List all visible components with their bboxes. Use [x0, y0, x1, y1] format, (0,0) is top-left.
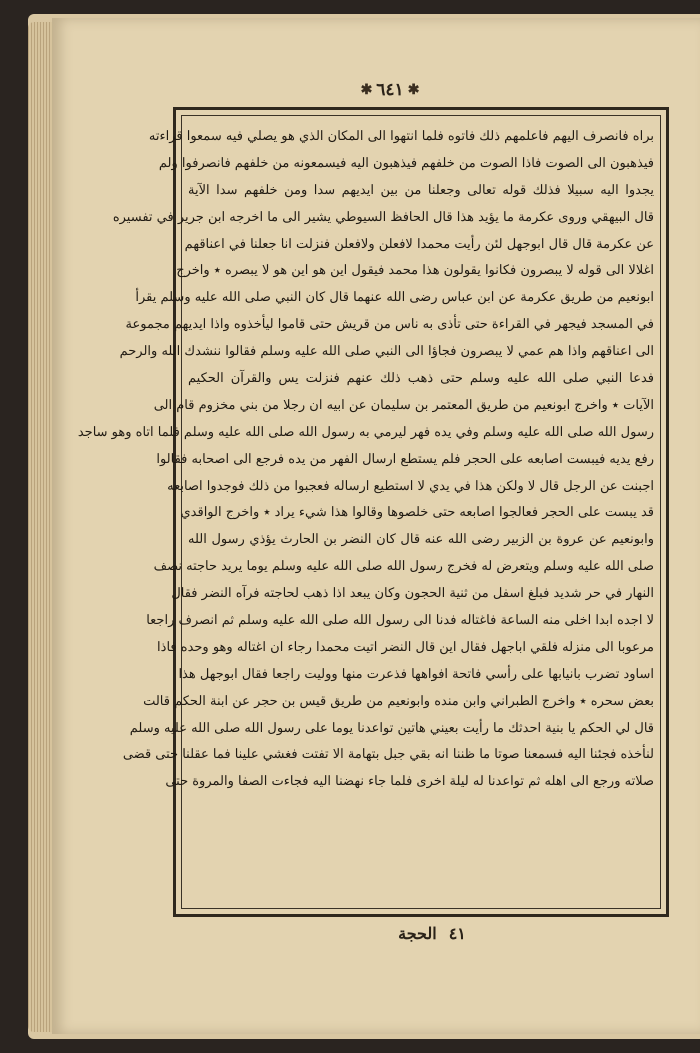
page-number: ٦٤١: [376, 80, 404, 100]
text-line: فدعا النبي صلى الله عليه وسلم حتى ذهب ذلك عنهم فنزلت يس والقرآن الحكيم: [188, 371, 654, 387]
text-line: عن عكرمة قال قال ابوجهل لئن رأيت محمدا لافعلن ولافعلن فنزلت انا جعلنا في اعناقهم: [184, 236, 654, 252]
page-footer: [372, 922, 492, 944]
text-line: الى اعناقهم واذا هم عمي لا يبصرون فجاؤا الى النبي صلى الله عليه وسلم فقالوا ننشدك الله والرحم: [119, 344, 654, 360]
signature-number: ٤١: [448, 923, 466, 943]
text-line: اساود تضرب بانيابها على رأسي فاتحة افواهها فذعرت منها ووليت راجعا فقال ابوجهل هذا: [178, 666, 654, 682]
text-line: فيذهبون الى الصوت فاذا الصوت من خلفهم فيذهبون اليه فيسمعونه من خلفهم فانصرفوا ولم: [158, 155, 654, 171]
text-line: النهار في حر شديد فبلغ اسفل من ثنية الحجون وكان يبعد اذا ذهب لحاجته فرآه النضر فقال: [171, 586, 654, 602]
text-line: يجدوا اليه سبيلا فذلك قوله تعالى وجعلنا من بين ايديهم سدا ومن خلفهم سدا الآية: [188, 182, 654, 198]
ornament-right-icon: ✱: [407, 82, 420, 98]
text-line: رفع يديه فيبست اصابعه على الحجر فلم يستطع ارسال الفهر من يده فرجع الى اصحابه فقالوا: [156, 451, 654, 467]
text-line: بعض سحره ٭ واخرج الطبراني وابن منده وابونعيم من طريق قيس بن حجر عن ابنة الحكم قالت: [143, 693, 654, 709]
text-line: قال البيهقي وروى عكرمة ما يؤيد هذا قال الحافظ السيوطي يشير الى ما اخرجه ابن جرير في تفسيره: [112, 209, 654, 225]
text-line: صلى الله عليه وسلم ويتعرض له فخرج رسول الله صلى الله عليه وسلم يوما يريد حاجته نصف: [153, 559, 654, 575]
text-line: لا اجده ابدا اخلى منه الساعة فاغتاله فدنا الى رسول الله صلى الله عليه وسلم ثم انصرف راجعا: [146, 613, 654, 629]
text-line: صلاته ورجع الى اهله ثم تواعدنا له ليلة اخرى فلما جاء نهضنا اليه فجاءت الصفا والمروة حتى: [165, 774, 654, 790]
page-header: [330, 78, 450, 102]
text-line: اجبنت عن الرجل قال لا ولكن هذا في يدي لا استطيع ارساله فعجبوا من ذلك فوجدوا اصابعه: [167, 478, 654, 494]
text-line: [188, 850, 654, 877]
text-line: وابونعيم عن عروة بن الزبير رضى الله عنه قال كان النضر بن الحارث يؤذي رسول الله: [188, 532, 654, 548]
text-line: قال لي الحكم يا بنية احدثك ما رأيت بعيني هاتين تواعدنا يوما على رسول الله صلى الله عليه وسلم: [129, 720, 654, 736]
text-line: اغلالا الى قوله لا يبصرون فكانوا يقولون هذا محمد فيقول اين هو اين هو لا يبصره ٭ واخرج: [176, 263, 654, 279]
text-line: في المسجد فيجهر في القراءة حتى تأذى به ناس من قريش حتى قاموا ليأخذوه واذا ايديهم مجموعة: [125, 317, 654, 333]
text-line: مرعوبا الى منزله فلقي اباجهل فقال اين قال النضر اتيت محمدا رجاء ان اغتاله وهو وحده فاذا: [157, 639, 654, 655]
text-line: [188, 877, 654, 904]
text-line: [188, 823, 654, 850]
text-line: قد يبست على الحجر فعالجوا اصابعه حتى خلصوها وقالوا هذا شيء يراد ٭ واخرج الواقدي: [180, 505, 654, 521]
text-line: رسول الله صلى الله عليه وسلم وفي يده فهر ليرمي به رسول الله صلى الله عليه وسلم فلما اتاه وهو ساجد: [77, 424, 654, 440]
text-line: [188, 796, 654, 823]
signature-title: الحجة: [398, 923, 437, 943]
ornament-left-icon: ✱: [360, 82, 373, 98]
text-line: ابونعيم من طريق عكرمة عن ابن عباس رضى الله عنهما قال كان النبي صلى الله عليه وسلم يقرأ: [135, 290, 654, 306]
text-line: الآيات ٭ واخرج ابونعيم من طريق المعتمر بن سليمان عن ابيه ان رجلا من بني مخزوم قام الى: [153, 397, 654, 413]
text-line: براه فانصرف اليهم فاعلمهم ذلك فاتوه فلما انتهوا الى المكان الذي هو يصلي فيه سمعوا قراءته: [148, 129, 654, 144]
body-text: [77, 124, 654, 904]
text-line: لنأخذه فجئنا اليه فسمعنا صوتا ما ظننا انه بقي جبل بتهامة الا تفتت فغشي علينا فما عقلنا حتى قضى: [122, 747, 654, 763]
